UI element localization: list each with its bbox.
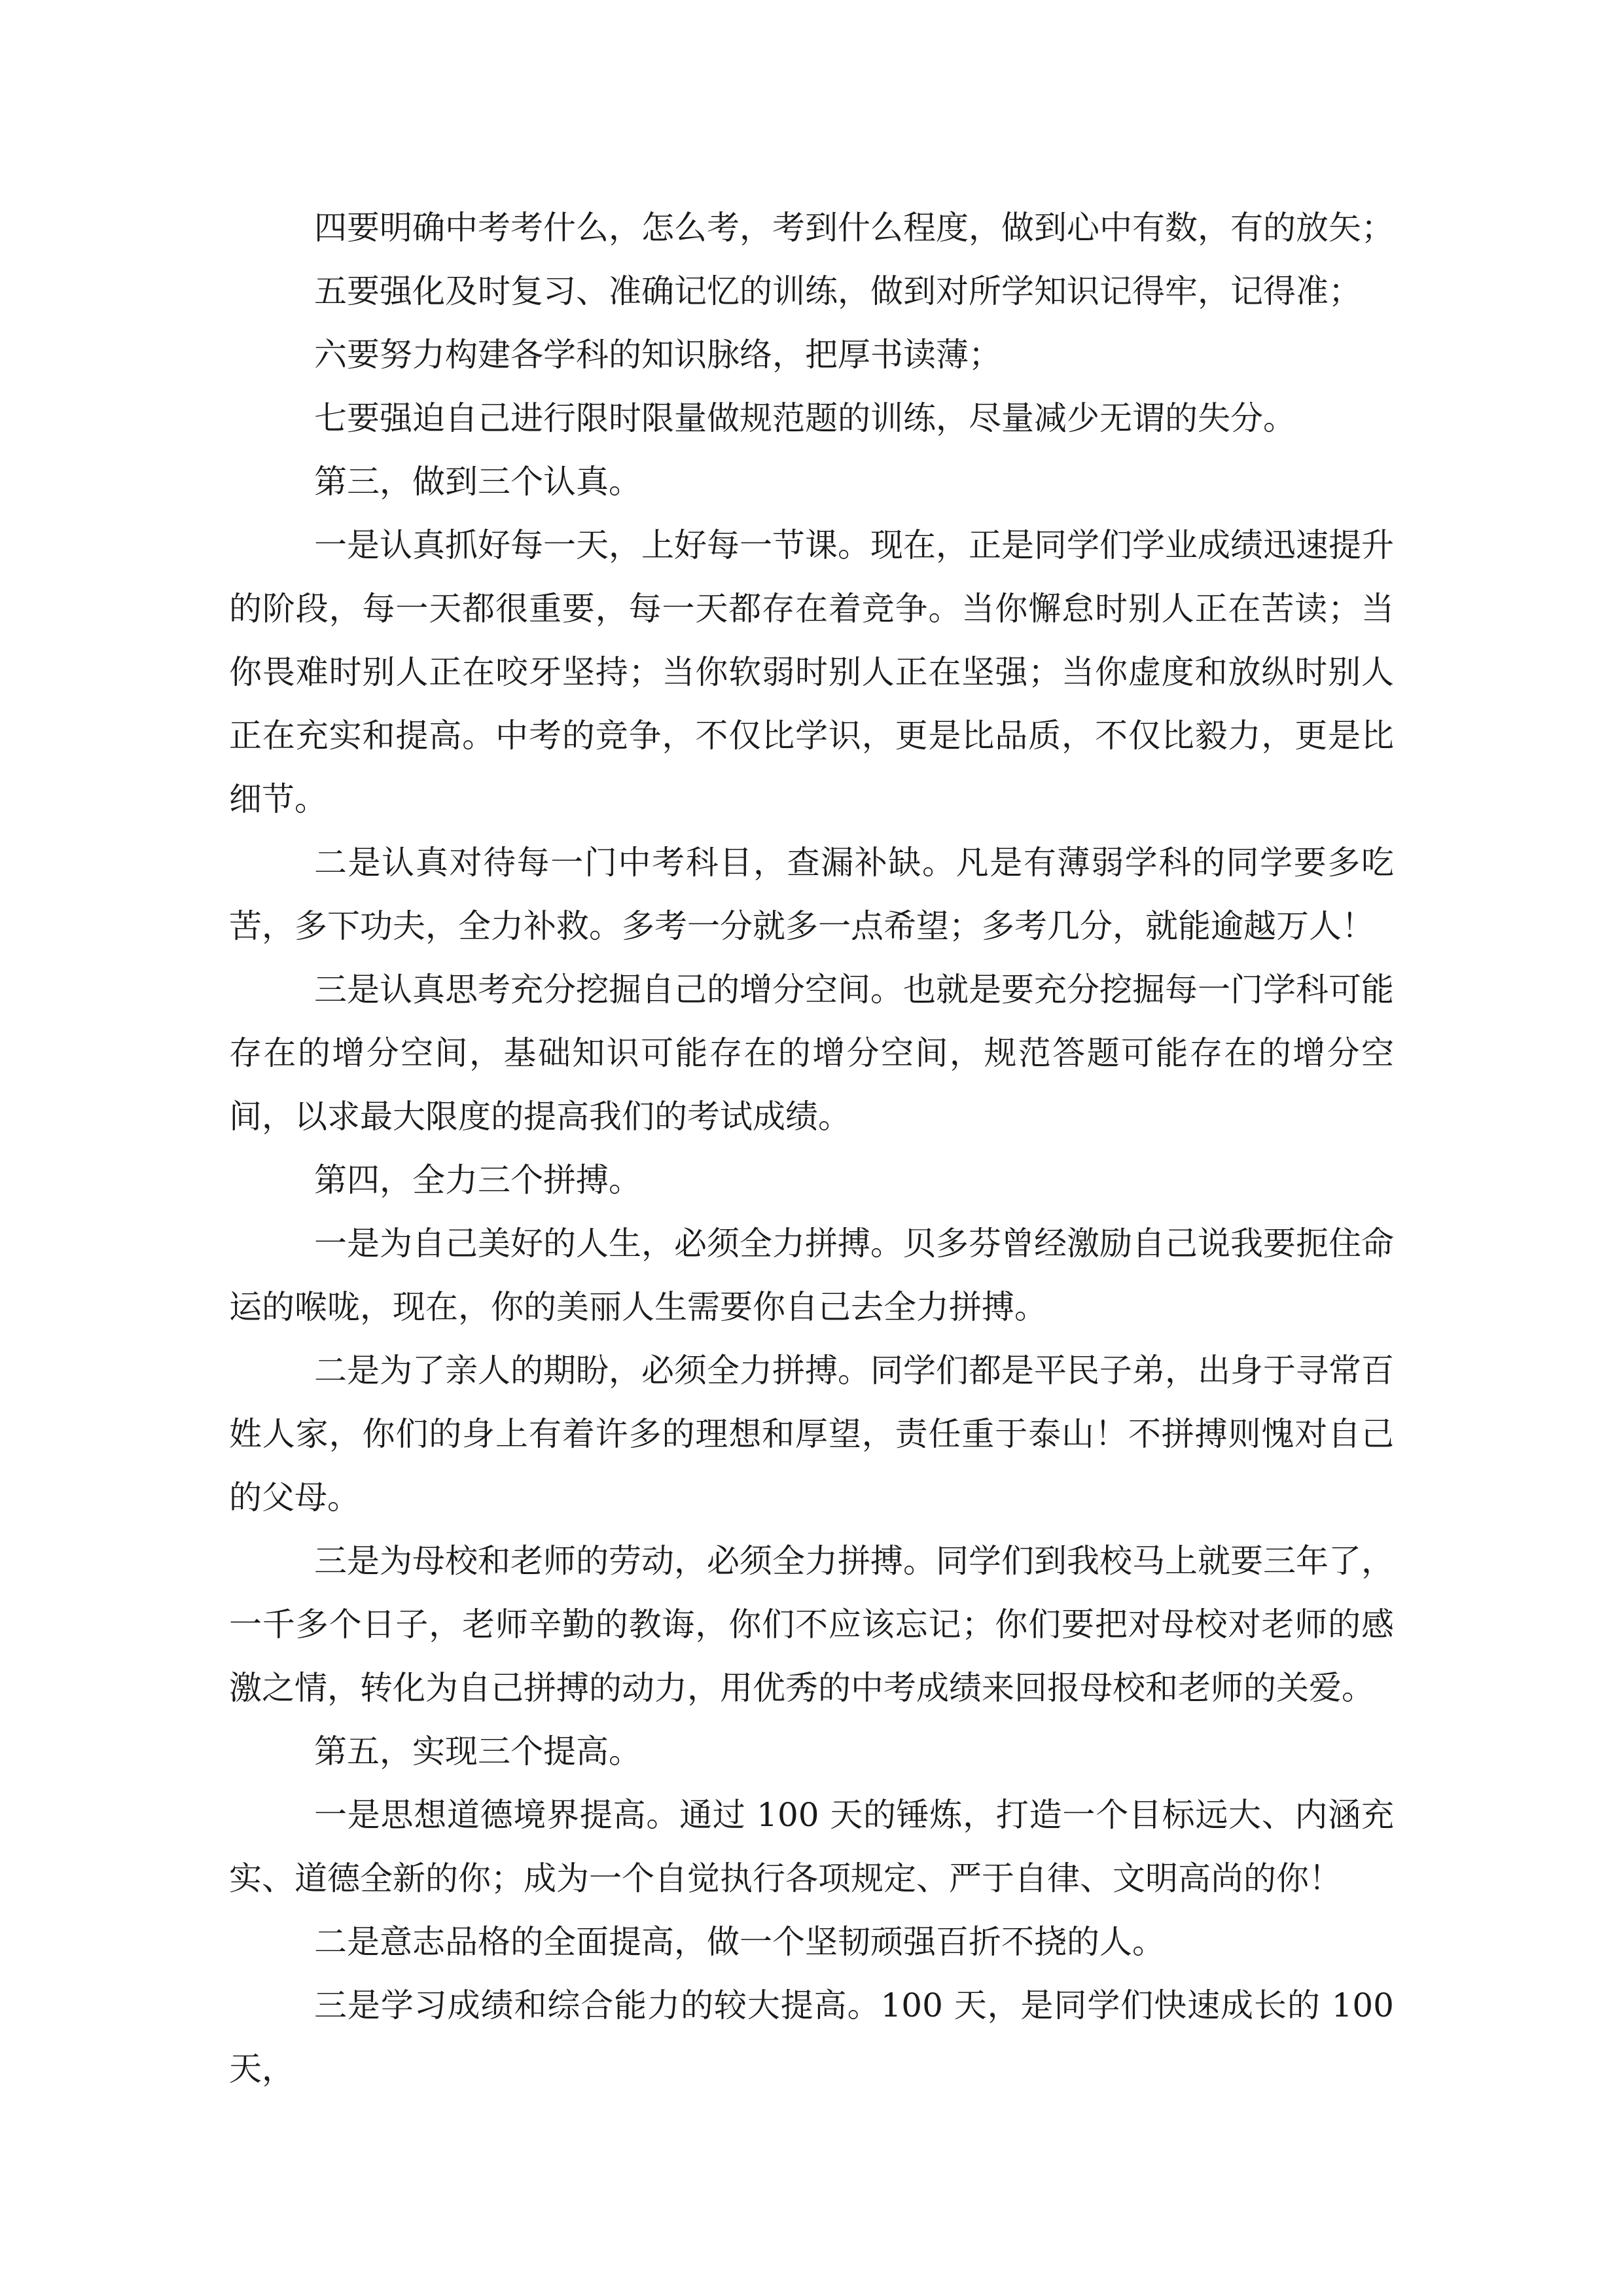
document-body xyxy=(229,196,1394,2101)
paragraph-12: 三是为母校和老师的劳动，必须全力拼搏。同学们到我校马上就要三年了，一千多个日子，老师辛勤的教诲，你们不应该忘记；你们要把对母校对老师的感激之情，转化为自己拼搏的动力，用优秀的中考成绩来回报母校和老师的关爱。 xyxy=(229,1542,1394,1707)
paragraph-6: 一是认真抓好每一天，上好每一节课。现在，正是同学们学业成绩迅速提升的阶段，每一天都很重要，每一天都存在着竞争。当你懈怠时别人正在苦读；当你畏难时别人正在咬牙坚持；当你软弱时别人正在坚强；当你虚度和放纵时别人正在充实和提高。中考的竞争，不仅比学识，更是比品质，不仅比毅力，更是比细节。 xyxy=(229,526,1394,818)
paragraph-7: 二是认真对待每一门中考科目，查漏补缺。凡是有薄弱学科的同学要多吃苦，多下功夫，全力补救。多考一分就多一点希望；多考几分，就能逾越万人！ xyxy=(229,844,1394,945)
section-heading-third: 第三，做到三个认真。 xyxy=(314,463,641,501)
paragraph-10: 一是为自己美好的人生，必须全力拼搏。贝多芬曾经激励自己说我要扼住命运的喉咙，现在，你的美丽人生需要你自己去全力拼搏。 xyxy=(229,1225,1394,1326)
paragraph-1: 四要明确中考考什么，怎么考，考到什么程度，做到心中有数，有的放矢； xyxy=(314,209,1394,247)
paragraph-16: 三是学习成绩和综合能力的较大提高。100 天，是同学们快速成长的 100 天， xyxy=(229,1986,1394,2088)
paragraph-15: 二是意志品格的全面提高，做一个坚韧顽强百折不挠的人。 xyxy=(314,1923,1165,1961)
paragraph-8: 三是认真思考充分挖掘自己的增分空间。也就是要充分挖掘每一门学科可能存在的增分空间，基础知识可能存在的增分空间，规范答题可能存在的增分空间，以求最大限度的提高我们的考试成绩。 xyxy=(229,971,1394,1136)
paragraph-11: 二是为了亲人的期盼，必须全力拼搏。同学们都是平民子弟，出身于寻常百姓人家，你们的身上有着许多的理想和厚望，责任重于泰山！不拼搏则愧对自己的父母。 xyxy=(229,1352,1394,1516)
paragraph-4: 七要强迫自己进行限时限量做规范题的训练，尽量减少无谓的失分。 xyxy=(314,399,1296,437)
paragraph-3: 六要努力构建各学科的知识脉络，把厚书读薄； xyxy=(314,336,1001,374)
paragraph-14: 一是思想道德境界提高。通过 100 天的锤炼，打造一个目标远大、内涵充实、道德全新的你；成为一个自觉执行各项规定、严于自律、文明高尚的你！ xyxy=(229,1796,1394,1897)
section-heading-fifth: 第五，实现三个提高。 xyxy=(314,1732,641,1770)
paragraph-2: 五要强化及时复习、准确记忆的训练，做到对所学知识记得牢，记得准； xyxy=(314,272,1361,310)
section-heading-fourth: 第四，全力三个拼搏。 xyxy=(314,1161,641,1199)
